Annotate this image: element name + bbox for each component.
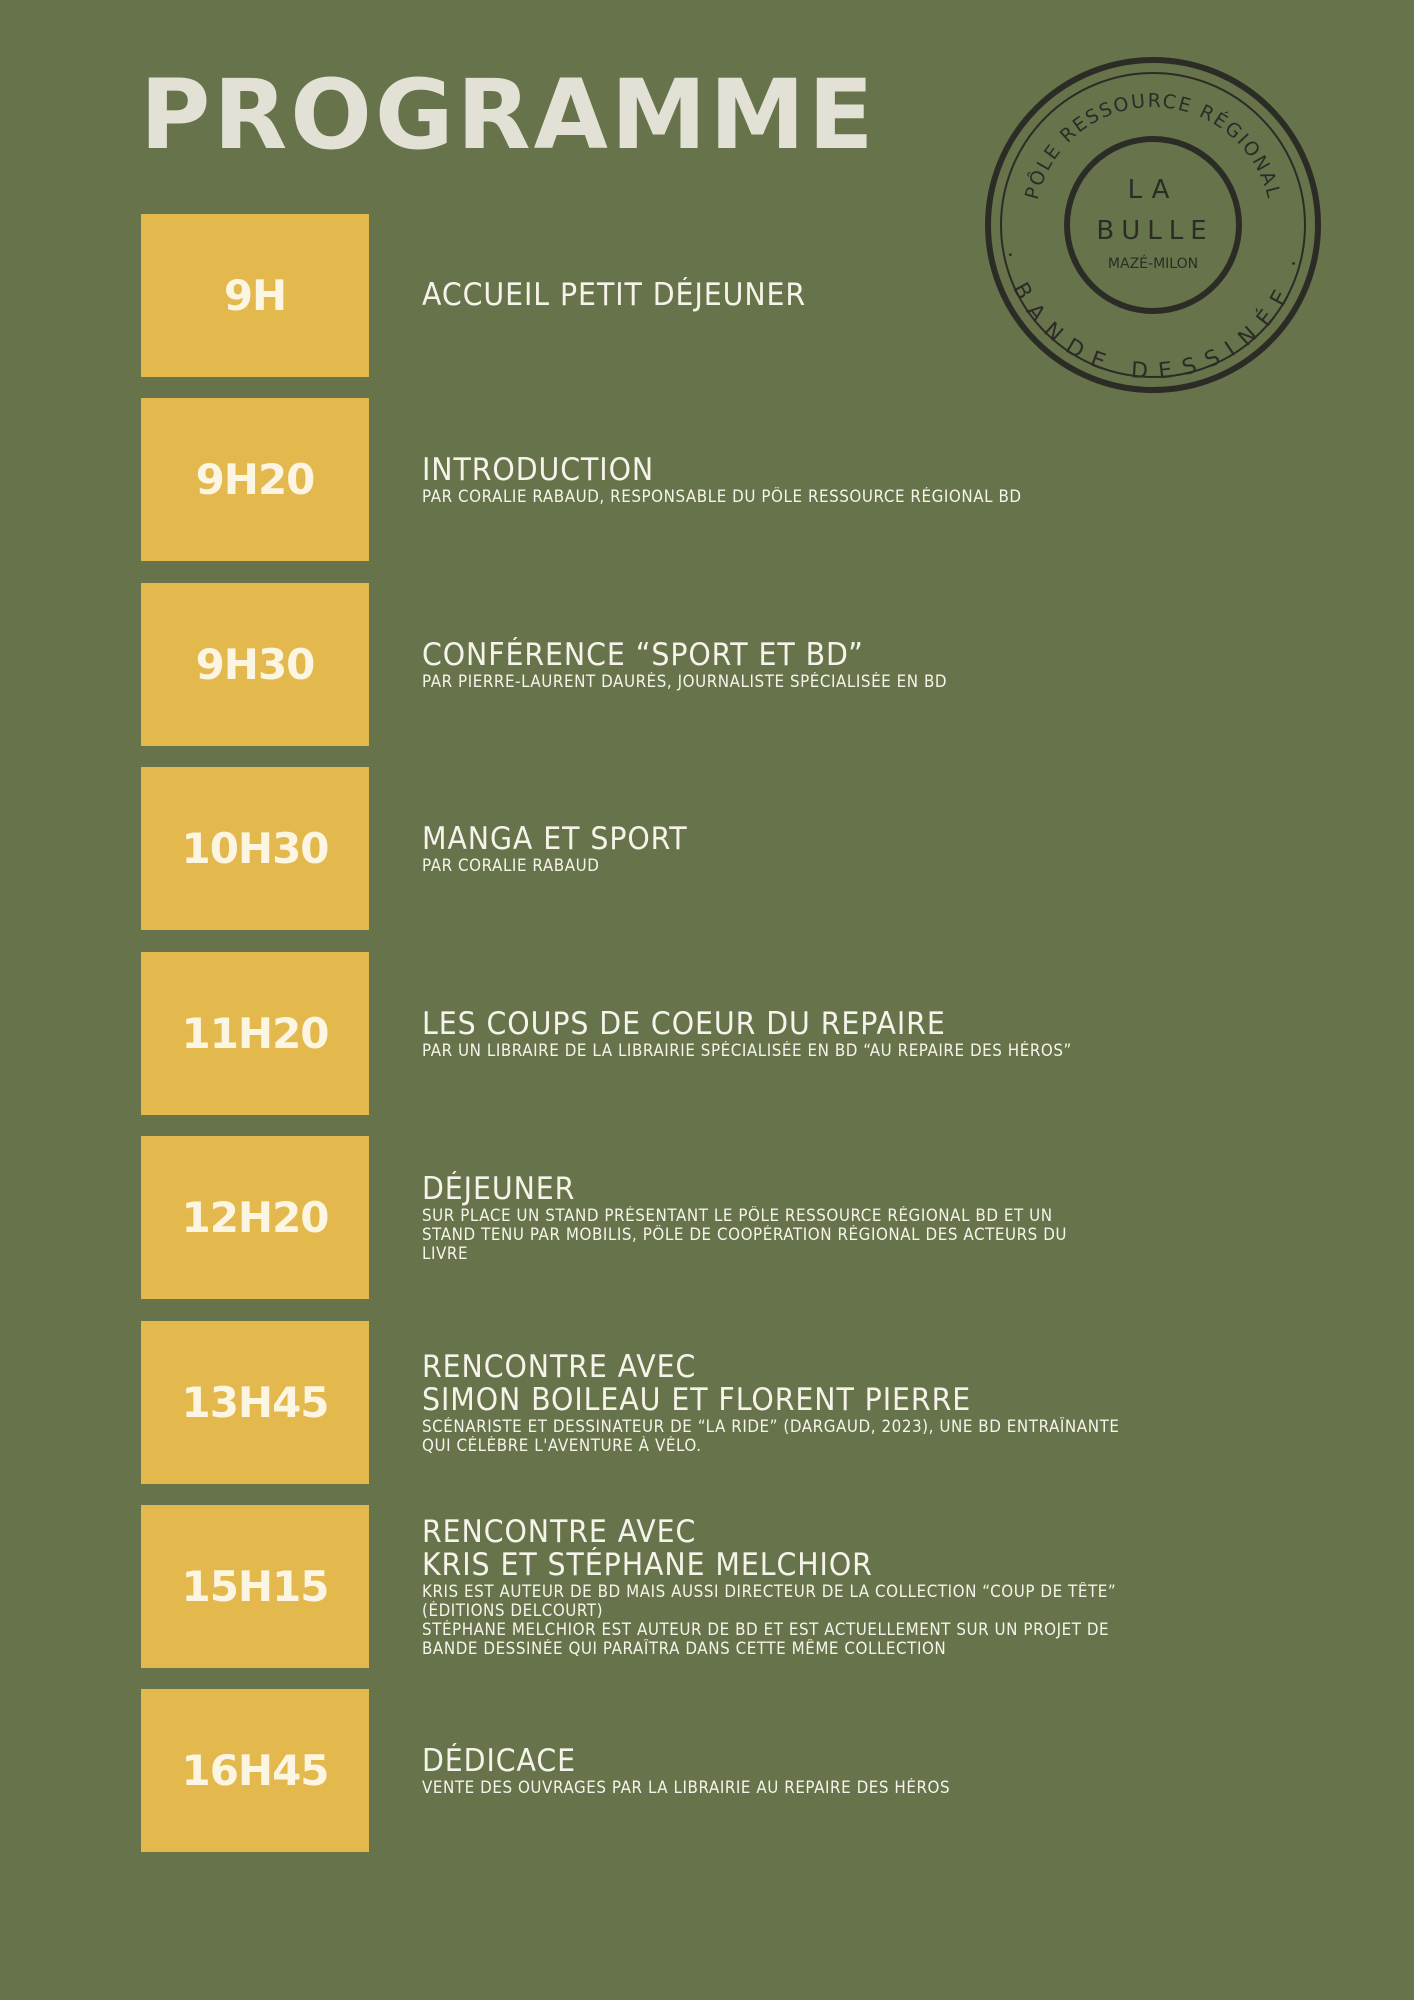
event-description: SCÉNARISTE ET DESSINATEUR DE “LA RIDE” (DARGAUD, 2023), UNE BD ENTRAÎNANTE bbox=[422, 1416, 1120, 1436]
time-label: 11H20 bbox=[181, 1009, 329, 1058]
event-description: SUR PLACE UN STAND PRÉSENTANT LE PÔLE RESSOURCE RÉGIONAL BD ET UN bbox=[422, 1205, 1053, 1225]
time-box bbox=[141, 1321, 369, 1484]
schedule-item bbox=[141, 583, 1381, 746]
schedule-item bbox=[141, 1321, 1381, 1484]
event-description: VENTE DES OUVRAGES PAR LA LIBRAIRIE AU REPAIRE DES HÉROS bbox=[422, 1777, 951, 1797]
event-title: RENCONTRE AVEC bbox=[422, 1513, 697, 1550]
time-label: 9H20 bbox=[195, 455, 315, 504]
event-description: PAR CORALIE RABAUD, RESPONSABLE DU PÔLE RESSOURCE RÉGIONAL BD bbox=[422, 486, 1022, 506]
event-description: KRIS EST AUTEUR DE BD MAIS AUSSI DIRECTEUR DE LA COLLECTION “COUP DE TÊTE” bbox=[422, 1581, 1117, 1601]
event-description: (ÉDITIONS DELCOURT) bbox=[422, 1600, 604, 1620]
page-title: PROGRAMME bbox=[140, 59, 877, 171]
time-label: 9H bbox=[223, 271, 287, 320]
event-description: BANDE DESSINÉE QUI PARAÎTRA DANS CETTE MÊME COLLECTION bbox=[422, 1638, 947, 1658]
event-description: PAR CORALIE RABAUD bbox=[422, 855, 600, 875]
event-description: STAND TENU PAR MOBILIS, PÔLE DE COOPÉRATION RÉGIONAL DES ACTEURS DU bbox=[422, 1224, 1068, 1244]
event-title: LES COUPS DE COEUR DU REPAIRE bbox=[422, 1005, 946, 1042]
event-title: KRIS ET STÉPHANE MELCHIOR bbox=[422, 1546, 873, 1583]
stamp-line-2: BULLE bbox=[1096, 216, 1214, 246]
event-info bbox=[422, 1505, 1414, 1668]
stamp-line-3: MAZÉ-MILON bbox=[1107, 256, 1199, 272]
stamp-arc-top: PÔLE RESSOURCE RÉGIONAL bbox=[1020, 89, 1286, 202]
time-label: 15H15 bbox=[181, 1562, 329, 1611]
time-box bbox=[141, 1689, 369, 1852]
event-info bbox=[422, 214, 1414, 377]
stamp-arc-bottom: · BANDE DESSINÉE · bbox=[996, 248, 1310, 385]
event-title: CONFÉRENCE “SPORT ET BD” bbox=[422, 636, 864, 673]
event-title: ACCUEIL PETIT DÉJEUNER bbox=[422, 277, 807, 313]
event-description: STÉPHANE MELCHIOR EST AUTEUR DE BD ET EST ACTUELLEMENT SUR UN PROJET DE bbox=[422, 1619, 1110, 1639]
event-description: PAR UN LIBRAIRE DE LA LIBRAIRIE SPÉCIALISÉE EN BD “AU REPAIRE DES HÉROS” bbox=[422, 1040, 1072, 1060]
time-box bbox=[141, 214, 369, 377]
event-info bbox=[422, 398, 1414, 561]
event-title: INTRODUCTION bbox=[422, 451, 655, 488]
schedule-item bbox=[141, 214, 1381, 377]
time-box bbox=[141, 952, 369, 1115]
time-label: 12H20 bbox=[181, 1193, 329, 1242]
schedule-item bbox=[141, 952, 1381, 1115]
event-info bbox=[422, 1321, 1414, 1484]
time-box bbox=[141, 583, 369, 746]
schedule-item bbox=[141, 1689, 1381, 1852]
schedule-item bbox=[141, 767, 1381, 930]
event-info bbox=[422, 767, 1414, 930]
time-box bbox=[141, 398, 369, 561]
time-label: 16H45 bbox=[181, 1746, 329, 1795]
time-box bbox=[141, 767, 369, 930]
time-label: 10H30 bbox=[181, 824, 329, 873]
event-info bbox=[422, 1136, 1414, 1299]
event-info bbox=[422, 583, 1414, 746]
time-label: 9H30 bbox=[195, 640, 315, 689]
time-box bbox=[141, 1505, 369, 1668]
schedule-item bbox=[141, 1505, 1381, 1668]
event-description: PAR PIERRE-LAURENT DAURÈS, JOURNALISTE SPÉCIALISÉE EN BD bbox=[422, 671, 948, 691]
event-info bbox=[422, 1689, 1414, 1852]
event-description: QUI CÉLÈBRE L'AVENTURE À VÉLO. bbox=[422, 1435, 702, 1455]
time-label: 13H45 bbox=[181, 1378, 329, 1427]
schedule-item bbox=[141, 398, 1381, 561]
event-title: MANGA ET SPORT bbox=[422, 820, 688, 857]
event-title: DÉDICACE bbox=[422, 1742, 577, 1779]
event-title: RENCONTRE AVEC bbox=[422, 1348, 697, 1385]
event-info bbox=[422, 952, 1414, 1115]
event-title: SIMON BOILEAU ET FLORENT PIERRE bbox=[422, 1381, 972, 1418]
schedule-item bbox=[141, 1136, 1381, 1299]
time-box bbox=[141, 1136, 369, 1299]
stamp-line-1: LA bbox=[1127, 175, 1179, 205]
event-description: LIVRE bbox=[422, 1243, 469, 1263]
event-title: DÉJEUNER bbox=[422, 1170, 576, 1207]
